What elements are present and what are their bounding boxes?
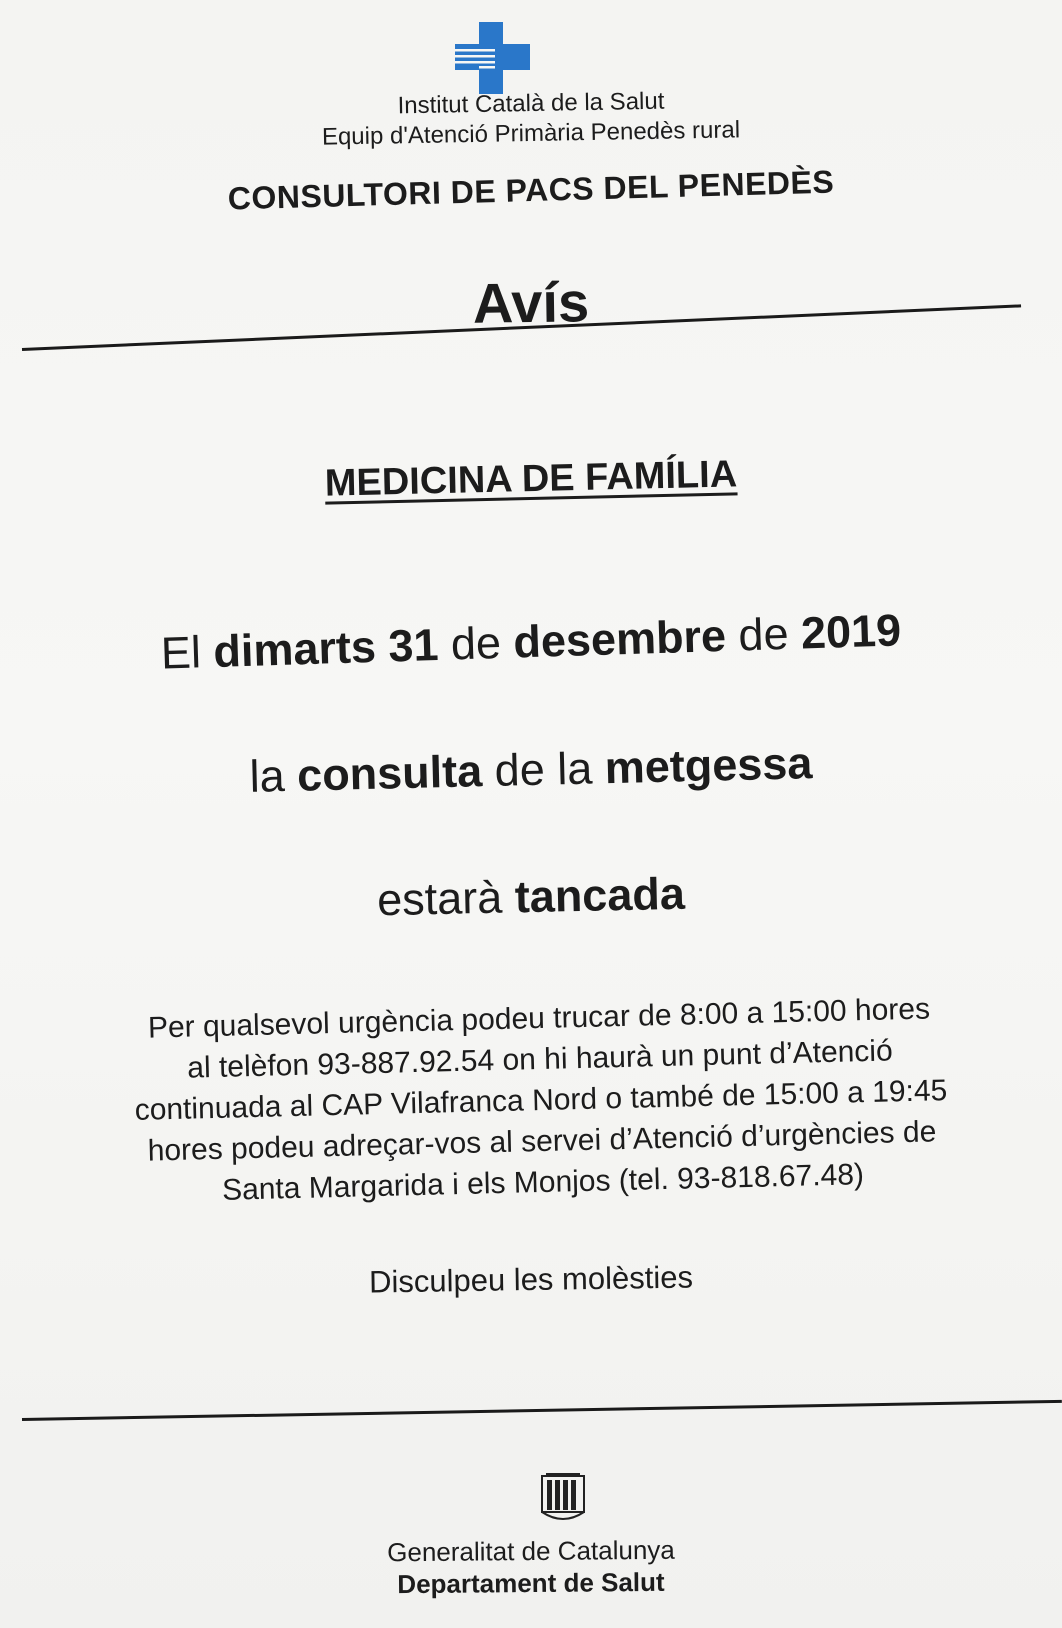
instruction-line: Per qualsevol urgència podeu trucar de 8:00 a 15:00 hores <box>147 992 931 1045</box>
urgency-instructions <box>18 985 1062 1215</box>
notice-title: Avís <box>472 270 590 335</box>
generalitat-crest-icon <box>540 1472 586 1524</box>
clinic-name: CONSULTORI DE PACS DEL PENEDÈS <box>227 163 835 217</box>
closure-status-line: estarà tancada <box>376 867 686 926</box>
instruction-line: hores podeu adreçar-vos al servei d’Atenció d’urgències de <box>147 1115 937 1168</box>
ics-cross-logo-icon <box>455 22 530 94</box>
closure-date-line: El dimarts 31 de desembre de 2019 <box>160 604 902 679</box>
closure-subject-line: la consulta de la metgessa <box>249 737 813 802</box>
department-name: Departament de Salut <box>397 1566 665 1600</box>
instruction-line: continuada al CAP Vilafranca Nord o també de 15:00 a 19:45 <box>134 1074 948 1127</box>
institution-name: Institut Català de la Salut <box>397 87 665 120</box>
instruction-line: al telèfon 93-887.92.54 on hi haurà un punt d’Atenció <box>186 1034 894 1085</box>
bottom-divider <box>22 1400 1062 1421</box>
instruction-line: Santa Margarida i els Monjos (tel. 93-818.67.48) <box>221 1158 865 1207</box>
government-name: Generalitat de Catalunya <box>387 1534 675 1568</box>
apology-text: Disculpeu les molèsties <box>368 1259 694 1300</box>
team-name: Equip d'Atenció Primària Penedès rural <box>321 116 741 151</box>
service-heading: MEDICINA DE FAMÍLIA <box>324 453 738 505</box>
